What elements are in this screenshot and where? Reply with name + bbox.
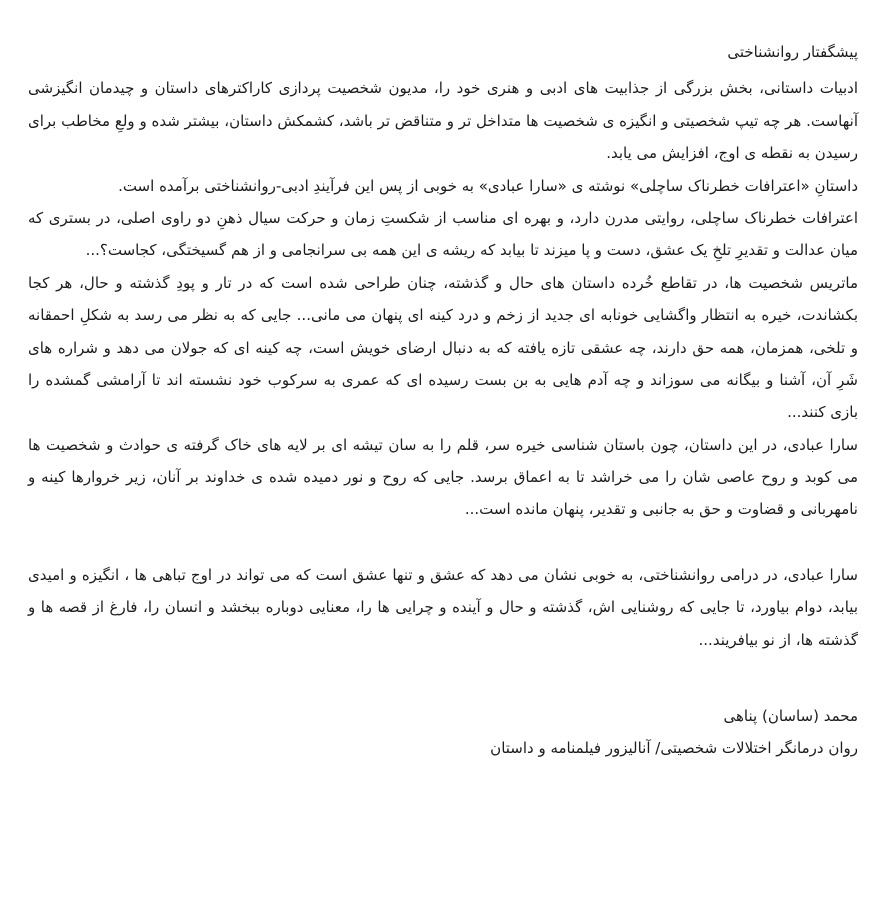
page-title: پیشگفتار روانشناختی bbox=[727, 43, 858, 61]
paragraph-narration-style: اعترافات خطرناک ساچلی، روایتی مدرن دارد، و بهره ای مناسب از شکستِ زمان و حرکت سیال ذهنِ دو راوی اصلی، در بستری که میان عدالت و تقدیرِ تلخِ یک عشق، دست و پا میزند تا بیابد که ریشه ی این همه بی سرانجامی و از هم گسیختگی، کجاست؟... bbox=[28, 208, 858, 260]
paragraph-character-matrix: ماتریس شخصیت ها، در تقاطع خُرده داستان های حال و گذشته، چنان طراحی شده است که در تار و پودِ گذشته و حال، هر کجا بکشاندت، خیره به انتظار واگشایی خونابه ای جدید از زخم و درد کینه ای پنهان می مانی... جایی که به نظر می رسد به شکلِ احمقانه و تلخی، همزمان، همه حق دارند، چه عشقی تازه یافته که به دنبال ارضای خویش است، چه کینه ای که جولان می دهد و شراره های شَرِ آن، آشنا و بیگانه می سوزاند و چه آدم هایی به بن بست رسیده ای که عمری به سرکوب خود نشسته اند تا آرامشی گمشده را بازی کنند... bbox=[28, 273, 858, 422]
paragraph-conclusion: سارا عبادی، در درامی روانشناختی، به خوبی نشان می دهد که عشق و تنها عشق است که می تواند در اوج تباهی ها ، انگیزه و امیدی بیابد، دوام بیاورد، تا جایی که روشنایی اش، گذشته و حال و آینده و چرایی ها را، معنایی دوباره ببخشد و انسان را، فارغ از قصه ها و گذشته ها، از نو بیافریند... bbox=[28, 565, 858, 649]
paragraph-story-reference: داستانِ «اعترافات خطرناک ساچلی» نوشته ی «سارا عبادی» به خوبی از پس این فرآیندِ ادبی-روانشناختی برآمده است. bbox=[118, 176, 858, 195]
paragraph-author-craft: سارا عبادی، در این داستان، چون باستان شناسی خیره سر، قلم را به سان تیشه ای بر لایه های خاک گرفته ی حوادث و شخصیت ها می کوبد و روح عاصی شان را می خراشد تا به اعماق برسد. جایی که روح و نور دمیده شده ی خداوند بر آنان، زیر خروارها کینه و نامهربانی و قضاوت و حق به جانبی و تقدیر، پنهان مانده است... bbox=[28, 435, 858, 519]
paragraph-intro: ادبیات داستانی، بخش بزرگی از جذابیت های ادبی و هنری خود را، مدیون شخصیت پردازی کاراکترهای داستان و چیدمان انگیزشی آنهاست. هر چه تیپ شخصیتی و انگیزه ی شخصیت ها متداخل تر و متناقض تر باشد، کشمکش داستان، بیشتر شده و ولعِ مخاطب برای رسیدن به نقطه ی اوج، افزایش می یابد. bbox=[28, 79, 858, 163]
signature-name: محمد (ساسان) پناهی bbox=[723, 707, 858, 726]
signature-block bbox=[28, 700, 858, 765]
signature-role: روان درمانگر اختلالات شخصیتی/ آنالیزور فیلمنامه و داستان bbox=[490, 739, 858, 758]
